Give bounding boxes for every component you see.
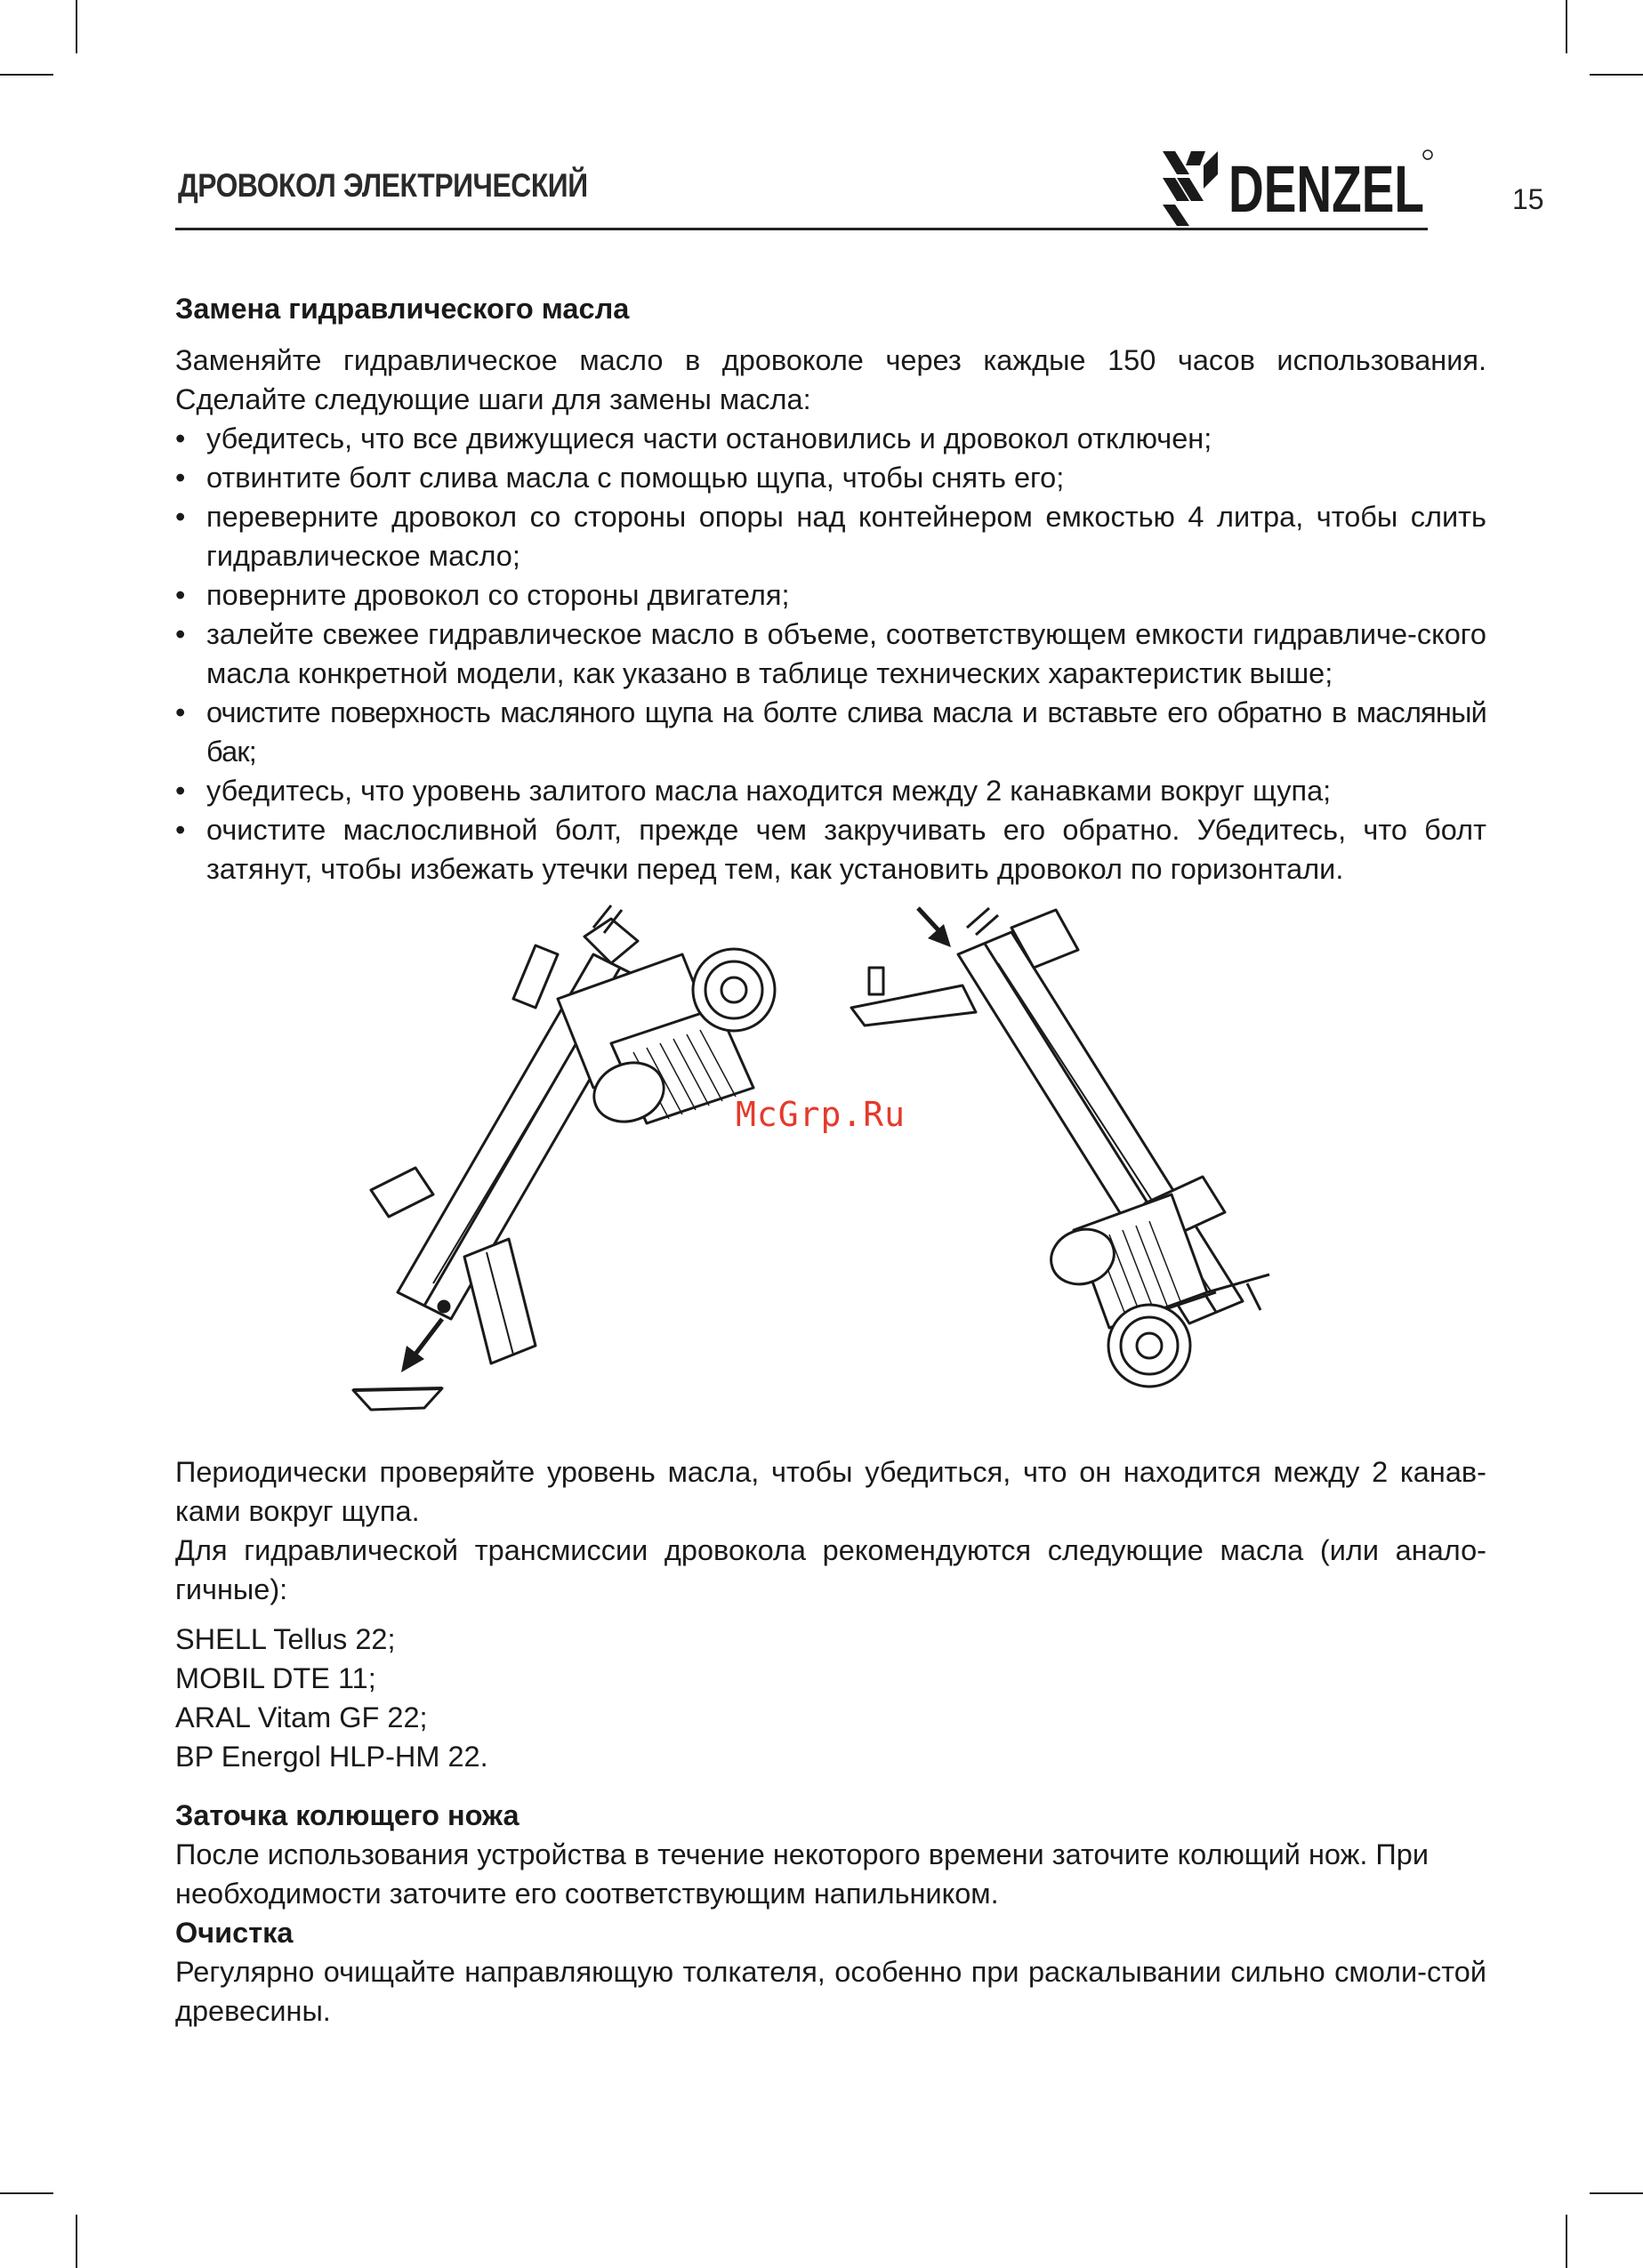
- crop-mark: [1590, 74, 1643, 76]
- list-item: • залейте свежее гидравлическое масло в объеме, соответствующем емкости гидравличе-ского масла конкретной модели, как указано в таблице технических характеристик выше;: [175, 615, 1486, 693]
- list-item: MOBIL DTE 11;: [175, 1662, 376, 1694]
- oil-recommendation-text: Для гидравлической трансмиссии дровокола рекомендуются следующие масла (или анало-гичные):: [175, 1534, 1486, 1605]
- oil-change-steps: [175, 419, 1486, 889]
- list-item: • отвинтите болт слива масла с помощью щупа, чтобы снять его;: [175, 458, 1486, 497]
- sharpening-text: После использования устройства в течение некоторого времени заточите колющий нож. При необходимости заточите его соответствующим напильником.: [175, 1838, 1430, 1910]
- list-item: • поверните дровокол со стороны двигателя;: [175, 575, 1486, 615]
- heading-cleaning: Очистка: [175, 1917, 294, 1949]
- oil-list: [175, 1620, 1486, 1776]
- heading-oil-change: Замена гидравлического масла: [175, 293, 630, 325]
- crop-mark: [0, 74, 53, 76]
- list-item: • очистите поверхность масляного щупа на болте слива масла и вставьте его обратно в масляный бак;: [175, 693, 1486, 771]
- heading-sharpening: Заточка колющего ножа: [175, 1799, 519, 1831]
- watermark: McGrp.Ru: [736, 1095, 906, 1134]
- crop-mark: [1590, 2192, 1643, 2194]
- list-item: BP Energol HLP-HM 22.: [175, 1741, 488, 1773]
- list-item: • убедитесь, что все движущиеся части остановились и дровокол отключен;: [175, 419, 1486, 458]
- oil-change-intro: Заменяйте гидравлическое масло в дровоколе через каждые 150 часов использования. Сделайте следующие шаги для замены масла:: [175, 344, 1486, 415]
- log-splitter-illustration: [175, 901, 1486, 1435]
- document-title: ДРОВОКОЛ ЭЛЕКТРИЧЕСКИЙ: [178, 167, 588, 204]
- crop-mark: [1566, 0, 1567, 53]
- header-rule: [175, 228, 1428, 230]
- logo-emblem-icon: [1163, 151, 1218, 226]
- list-item: SHELL Tellus 22;: [175, 1623, 396, 1655]
- logo-wordmark: DENZEL: [1228, 152, 1424, 226]
- oil-level-check-text: Периодически проверяйте уровень масла, чтобы убедиться, что он находится между 2 канав-ками вокруг щупа.: [175, 1456, 1486, 1527]
- crop-mark: [0, 2192, 53, 2194]
- crop-mark: [1566, 2215, 1567, 2268]
- crop-mark: [76, 2215, 77, 2268]
- list-item: • убедитесь, что уровень залитого масла находится между 2 канавками вокруг щупа;: [175, 771, 1486, 810]
- cleaning-text: Регулярно очищайте направляющую толкателя, особенно при раскалывании сильно смоли-стой древесины.: [175, 1956, 1486, 2027]
- page-number: 15: [1512, 183, 1544, 215]
- list-item: • очистите маслосливной болт, прежде чем закручивать его обратно. Убедитесь, что болт затянут, чтобы избежать утечки перед тем, как установить дровокол по горизонтали.: [175, 810, 1486, 889]
- page-content: [175, 289, 1486, 2031]
- splitter-refill-drawing: [842, 901, 1465, 1426]
- list-item: • переверните дровокол со стороны опоры над контейнером емкостью 4 литра, чтобы слить гидравлическое масло;: [175, 497, 1486, 575]
- list-item: ARAL Vitam GF 22;: [175, 1701, 428, 1733]
- denzel-logo: [1159, 139, 1435, 228]
- crop-mark: [76, 0, 77, 53]
